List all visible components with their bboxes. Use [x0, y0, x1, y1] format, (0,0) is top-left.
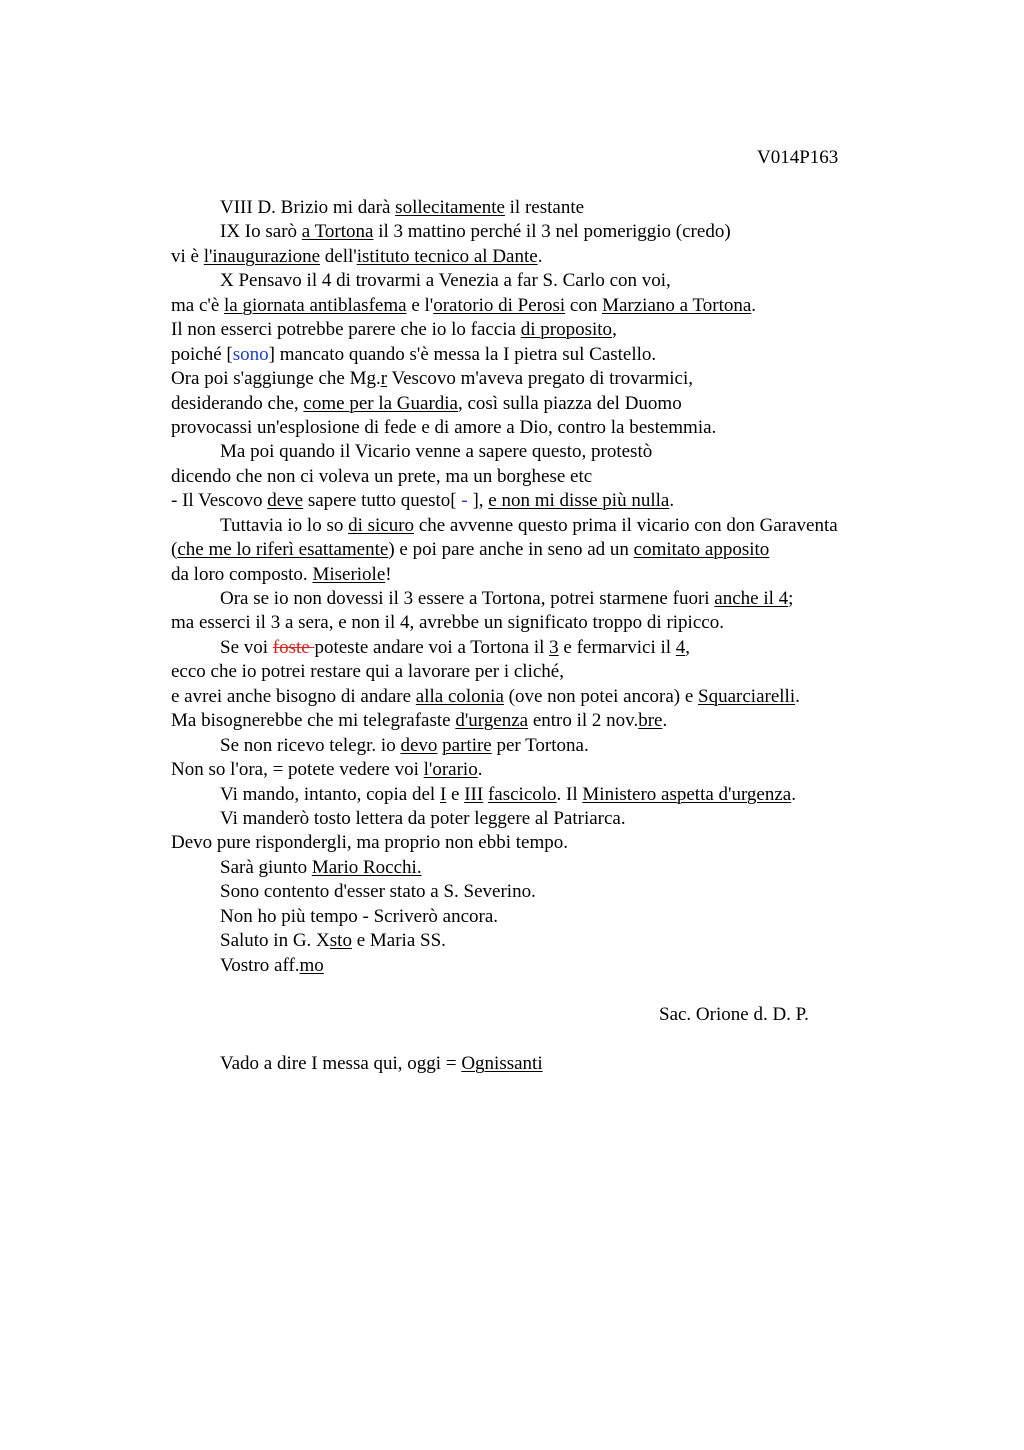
text-segment: Vi manderò tosto lettera da poter leggere al Patriarca. — [220, 807, 626, 829]
underlined-text: la giornata antiblasfema — [224, 294, 407, 316]
letter-line — [171, 709, 1001, 733]
letter-line — [171, 343, 1001, 367]
text-segment: poiché [ — [171, 343, 233, 365]
underlined-text: che me lo riferì esattamente — [177, 539, 389, 561]
letter-line — [171, 514, 1001, 538]
text-segment: desiderando che, — [171, 392, 304, 414]
text-segment: Vescovo m'aveva pregato di trovarmici, — [387, 368, 693, 390]
underlined-text: Squarciarelli — [698, 685, 796, 707]
underlined-text: devo — [400, 734, 438, 756]
text-segment: con — [565, 294, 603, 316]
letter-body — [171, 196, 1001, 978]
text-segment: . — [751, 294, 757, 316]
underlined-text: bre — [638, 710, 663, 732]
text-segment: . — [791, 783, 796, 805]
text-segment: Sarà giunto — [220, 856, 312, 878]
letter-line — [171, 758, 1001, 782]
document-reference: V014P163 — [757, 147, 839, 168]
letter-line — [171, 954, 1001, 978]
text-segment: dicendo che non ci voleva un prete, ma un borghese etc — [171, 465, 593, 487]
text-segment: , — [685, 636, 691, 658]
underlined-text: di sicuro — [348, 514, 415, 536]
letter-line — [171, 807, 1001, 831]
letter-line — [171, 196, 1001, 220]
text-segment: per Tortona. — [491, 734, 589, 756]
letter-line — [171, 856, 1001, 880]
letter-line — [171, 880, 1001, 904]
text-segment: . — [537, 245, 543, 267]
text-segment: ( — [171, 539, 178, 561]
underlined-text: 3 — [549, 636, 559, 658]
text-segment: Vado a dire I messa qui, oggi = — [220, 1053, 462, 1074]
underlined-text: come per la Guardia — [303, 392, 458, 414]
underlined-text: Marziano a Tortona — [602, 294, 752, 316]
text-segment: , — [612, 319, 617, 341]
text-segment: ecco che io potrei restare qui a lavorare per i cliché, — [171, 661, 564, 683]
text-segment: Ora se io non dovessi il 3 essere a Tortona, potrei starmene fuori — [220, 588, 715, 609]
text-segment: Il non esserci potrebbe parere che io lo faccia — [171, 319, 521, 341]
text-segment: . Il — [556, 783, 583, 805]
editorial-insertion: sono — [232, 343, 269, 365]
underlined-text: comitato apposito — [633, 539, 770, 561]
underlined-text: di proposito — [520, 319, 613, 341]
text-segment: . — [795, 685, 800, 707]
underlined-text: l'inaugurazione — [203, 245, 321, 267]
text-segment: IX Io sarò — [220, 221, 302, 243]
text-segment: e — [446, 783, 465, 805]
struck-text: foste — [272, 636, 315, 658]
text-segment: Saluto in G. X — [220, 930, 330, 952]
text-segment: ; — [788, 588, 794, 609]
letter-line — [171, 245, 1001, 269]
text-segment: Vi mando, intanto, copia del — [220, 783, 440, 805]
text-segment: da loro composto. — [171, 563, 313, 585]
letter-line — [171, 367, 1001, 391]
underlined-text: 4 — [675, 636, 686, 658]
underlined-text: Ognissanti — [461, 1053, 543, 1074]
letter-line — [171, 660, 1001, 684]
underlined-text: e non mi disse più nulla — [488, 490, 670, 512]
underlined-text: istituto tecnico al Dante — [356, 245, 538, 267]
letter-line — [171, 611, 1001, 635]
signature: Sac. Orione d. D. P. — [659, 1004, 809, 1025]
text-segment: . — [662, 710, 668, 732]
text-segment: Non so l'ora, = potete vedere voi — [171, 759, 424, 781]
text-segment: che avvenne questo prima il vicario con don Garaventa — [414, 514, 838, 536]
underlined-text: sollecitamente — [395, 197, 505, 218]
underlined-text: III — [464, 783, 484, 805]
letter-line — [171, 318, 1001, 342]
text-segment: ] mancato quando s'è messa la I pietra sul Castello. — [268, 343, 657, 365]
text-segment: Ma bisognerebbe che mi telegrafaste — [171, 710, 456, 732]
underlined-text: Miseriole — [312, 563, 386, 585]
text-segment: e avrei anche bisogno di andare — [171, 685, 416, 707]
letter-line — [171, 440, 1001, 464]
underlined-text: d'urgenza — [455, 710, 529, 732]
underlined-text: mo — [299, 954, 324, 976]
text-segment: X Pensavo il 4 di trovarmi a Venezia a far S. Carlo con voi, — [220, 270, 671, 292]
text-segment: Devo pure rispondergli, ma proprio non ebbi tempo. — [171, 832, 568, 854]
letter-line — [171, 905, 1001, 929]
underlined-text: I — [439, 783, 447, 805]
letter-line — [171, 538, 1001, 562]
text-segment: ! — [385, 563, 392, 585]
text-segment: ma esserci il 3 a sera, e non il 4, avrebbe un significato troppo di ripicco. — [171, 612, 724, 634]
letter-line — [171, 269, 1001, 293]
letter-line — [171, 783, 1001, 807]
text-segment: Se voi — [220, 636, 273, 658]
text-segment: Ora poi s'aggiunge che Mg. — [171, 368, 381, 390]
text-segment: ma c'è — [171, 294, 225, 316]
text-segment: . — [477, 759, 483, 781]
text-segment: sapere tutto questo[ — [303, 490, 457, 512]
text-segment: poteste andare voi a Tortona il — [314, 636, 550, 658]
letter-line — [171, 563, 1001, 587]
text-segment: ], — [472, 490, 489, 512]
underlined-text: Ministero aspetta d'urgenza — [582, 783, 792, 805]
text-segment: (ove non potei ancora) e — [503, 685, 699, 707]
text-segment: ) e poi pare anche in seno ad un — [388, 539, 634, 561]
text-segment: Ma poi quando il Vicario venne a sapere questo, protestò — [220, 441, 653, 463]
text-segment: Sono contento d'esser stato a S. Severino. — [220, 881, 536, 903]
text-segment: il restante — [504, 197, 585, 218]
text-segment: vi è — [171, 245, 204, 267]
underlined-text: oratorio di Perosi — [433, 294, 566, 316]
underlined-text: l'orario — [423, 759, 478, 781]
text-segment: e fermarvici il — [558, 636, 676, 658]
text-segment: , così sulla piazza del Duomo — [457, 392, 682, 414]
underlined-text: sto — [329, 930, 352, 952]
text-segment: il 3 mattino perché il 3 nel pomeriggio (credo) — [373, 221, 731, 243]
letter-line — [171, 416, 1001, 440]
underlined-text: fascicolo — [487, 783, 557, 805]
underlined-text: anche il 4 — [714, 588, 789, 609]
text-segment: VIII D. Brizio mi darà — [220, 197, 396, 218]
letter-line — [171, 587, 1001, 611]
letter-line — [171, 489, 1001, 513]
text-segment: Non ho più tempo - Scriverò ancora. — [220, 905, 499, 927]
text-segment: Se non ricevo telegr. io — [220, 734, 401, 756]
text-segment: dell' — [320, 245, 357, 267]
letter-line — [171, 929, 1001, 953]
text-segment: Vostro aff. — [220, 954, 300, 976]
underlined-text: alla colonia — [415, 685, 504, 707]
underlined-text: a Tortona — [301, 221, 374, 243]
text-segment: e Maria SS. — [351, 930, 446, 952]
underlined-text: Mario Rocchi. — [311, 856, 422, 878]
letter-line — [171, 831, 1001, 855]
letter-line — [171, 392, 1001, 416]
letter-line — [171, 294, 1001, 318]
postscript — [220, 1052, 543, 1076]
text-segment: entro il 2 nov. — [528, 710, 639, 732]
underlined-text: deve — [267, 490, 304, 512]
letter-line — [171, 220, 1001, 244]
letter-line — [171, 636, 1001, 660]
underlined-text: partire — [442, 734, 492, 756]
text-segment: . — [669, 490, 675, 512]
text-segment: - Il Vescovo — [171, 490, 268, 512]
letter-line — [171, 734, 1001, 758]
text-segment: Tuttavia io lo so — [220, 514, 349, 536]
underlined-text: r — [380, 368, 388, 390]
text-segment: e l' — [406, 294, 434, 316]
letter-line — [171, 465, 1001, 489]
letter-line — [171, 685, 1001, 709]
editorial-insertion: - — [456, 490, 473, 512]
text-segment: provocassi un'esplosione di fede e di amore a Dio, contro la bestemmia. — [171, 416, 717, 438]
